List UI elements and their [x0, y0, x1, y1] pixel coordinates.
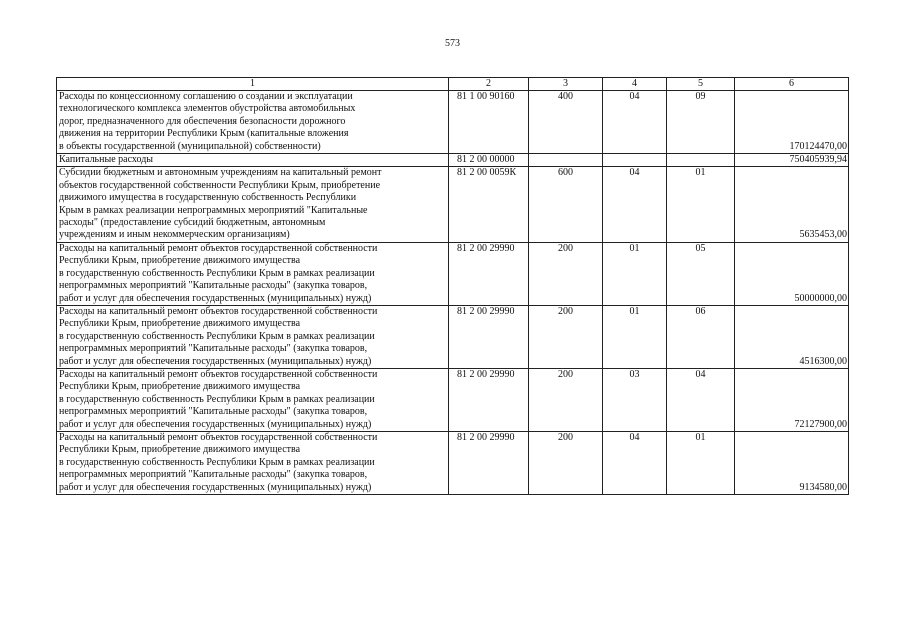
subsection [667, 154, 735, 167]
expense-name: Расходы по концессионному соглашению о создании и эксплуатации технологического комплекса элементов обустройства автомобильных дорог, предназначенного для обеспечения безопасности дорожного движения на территории Республики Крым (капитальные вложения в объекты государственной (муниципальной) собственности) [57, 91, 449, 154]
amount: 170124470,00 [735, 91, 849, 154]
target-code: 81 2 00 00000 [449, 154, 529, 167]
expense-name: Субсидии бюджетным и автономным учреждениям на капитальный ремонт объектов государственной собственности Республики Крым, приобретение движимого имущества в государственную собственность Республики Крым в рамках реализации непрограммных мероприятий "Капитальные расходы" (предоставление субсидий бюджетным, автономным учреждениям и иным некоммерческим организациям) [57, 167, 449, 242]
section: 04 [603, 91, 667, 154]
target-code: 81 2 00 29990 [449, 305, 529, 368]
target-code: 81 2 00 29990 [449, 431, 529, 494]
expense-type: 600 [529, 167, 603, 242]
expense-name: Расходы на капитальный ремонт объектов государственной собственности Республики Крым, приобретение движимого имущества в государственную собственность Республики Крым в рамках реализации непрограммных мероприятий "Капитальные расходы" (закупка товаров, работ и услуг для обеспечения государственных (муниципальных) нужд) [57, 431, 449, 494]
page-number: 573 [445, 38, 460, 49]
table-row [57, 154, 849, 167]
section: 01 [603, 305, 667, 368]
subsection: 05 [667, 242, 735, 305]
amount: 9134580,00 [735, 431, 849, 494]
expense-type: 200 [529, 305, 603, 368]
expense-type: 200 [529, 242, 603, 305]
section: 04 [603, 431, 667, 494]
table-row [57, 431, 849, 494]
subsection: 06 [667, 305, 735, 368]
column-header: 4 [603, 78, 667, 91]
table-row [57, 368, 849, 431]
expense-type: 400 [529, 91, 603, 154]
target-code: 81 1 00 90160 [449, 91, 529, 154]
section: 03 [603, 368, 667, 431]
table-row [57, 167, 849, 242]
column-header: 1 [57, 78, 449, 91]
expense-name: Расходы на капитальный ремонт объектов государственной собственности Республики Крым, приобретение движимого имущества в государственную собственность Республики Крым в рамках реализации непрограммных мероприятий "Капитальные расходы" (закупка товаров, работ и услуг для обеспечения государственных (муниципальных) нужд) [57, 305, 449, 368]
table-row [57, 242, 849, 305]
column-header: 5 [667, 78, 735, 91]
section [603, 154, 667, 167]
amount: 50000000,00 [735, 242, 849, 305]
target-code: 81 2 00 0059К [449, 167, 529, 242]
table-header-row [57, 78, 849, 91]
amount: 72127900,00 [735, 368, 849, 431]
subsection: 01 [667, 167, 735, 242]
column-header: 3 [529, 78, 603, 91]
expense-name: Расходы на капитальный ремонт объектов государственной собственности Республики Крым, приобретение движимого имущества в государственную собственность Республики Крым в рамках реализации непрограммных мероприятий "Капитальные расходы" (закупка товаров, работ и услуг для обеспечения государственных (муниципальных) нужд) [57, 242, 449, 305]
expense-name: Капитальные расходы [57, 154, 449, 167]
subsection: 09 [667, 91, 735, 154]
subsection: 04 [667, 368, 735, 431]
section: 04 [603, 167, 667, 242]
target-code: 81 2 00 29990 [449, 242, 529, 305]
table-row [57, 91, 849, 154]
expense-name: Расходы на капитальный ремонт объектов государственной собственности Республики Крым, приобретение движимого имущества в государственную собственность Республики Крым в рамках реализации непрограммных мероприятий "Капитальные расходы" (закупка товаров, работ и услуг для обеспечения государственных (муниципальных) нужд) [57, 368, 449, 431]
expense-type [529, 154, 603, 167]
table-row [57, 305, 849, 368]
column-header: 6 [735, 78, 849, 91]
section: 01 [603, 242, 667, 305]
amount: 750405939,94 [735, 154, 849, 167]
target-code: 81 2 00 29990 [449, 368, 529, 431]
budget-table [56, 77, 849, 495]
expense-type: 200 [529, 431, 603, 494]
subsection: 01 [667, 431, 735, 494]
amount: 4516300,00 [735, 305, 849, 368]
column-header: 2 [449, 78, 529, 91]
expense-type: 200 [529, 368, 603, 431]
amount: 5635453,00 [735, 167, 849, 242]
